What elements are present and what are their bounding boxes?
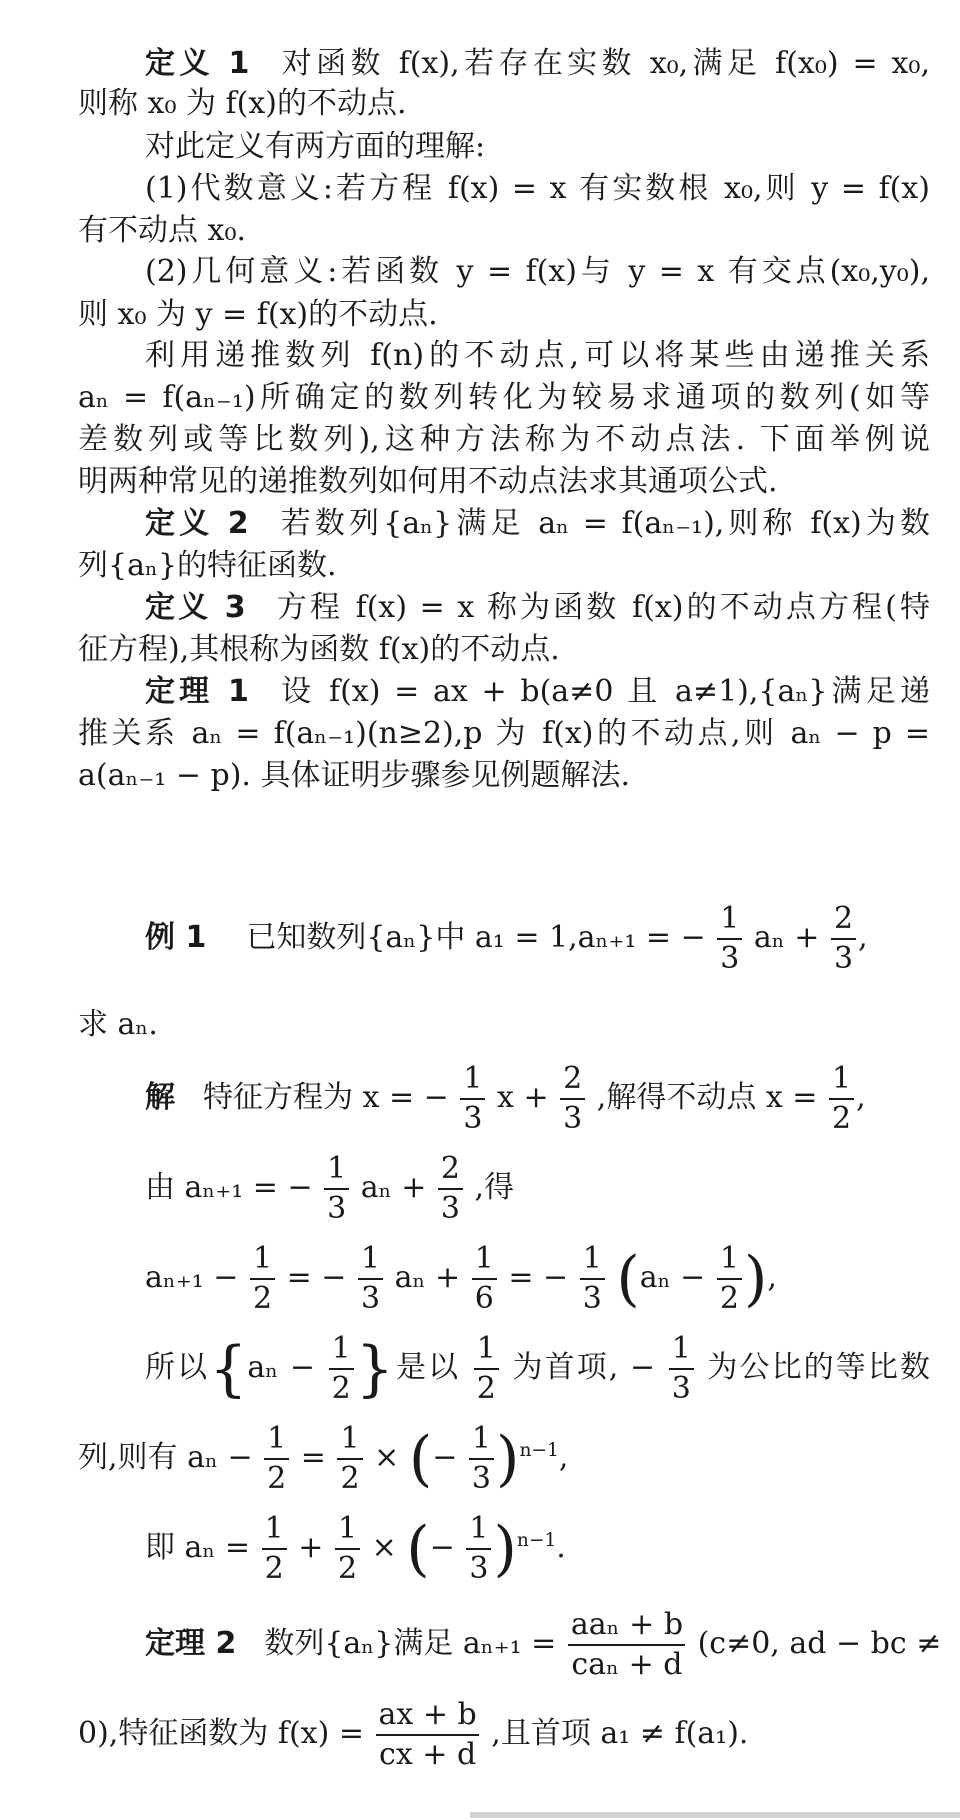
fraction-two-thirds: $\frac{2}{3}$ <box>831 904 856 974</box>
solution-conclusion-line-1: 所以{aₙ − $\frac{1}{2}$ }是以 $\frac{1}{2}$ 为首项, − $\frac{1}{3}$ 为公比的等比数 <box>145 1331 930 1406</box>
definition-3-label: 定义 3 <box>145 590 246 625</box>
algebraic-meaning-line-1: (1)代数意义:若方程 f(x) = x 有实数根 x₀,则 y = f(x) <box>145 171 930 206</box>
example-1-line-1: 例 1 已知数列{aₙ}中 a₁ = 1,aₙ₊₁ = − $\frac{1}{3}$ aₙ + $\frac{2}{3}$ , <box>145 901 868 976</box>
theorem-1-line-3: a(aₙ₋₁ − p). 具体证明步骤参见例题解法. <box>78 758 631 793</box>
fraction-one-half: $\frac{1}{2}$ <box>717 1244 742 1314</box>
algebraic-meaning-line-2: 有不动点 x₀. <box>78 213 247 248</box>
fraction-one-third: $\frac{1}{3}$ <box>580 1244 605 1314</box>
method-paragraph-line-3: 差数列或等比数列),这种方法称为不动点法. 下面举例说 <box>78 422 930 457</box>
theorem-2-label: 定理 2 <box>145 1626 237 1661</box>
solution-equation: aₙ₊₁ − $\frac{1}{2}$ = − $\frac{1}{3}$ aₙ + $\frac{1}{6}$ = − $\frac{1}{3}$ (aₙ − $\frac{1}{2}$ ), <box>145 1241 777 1316</box>
method-paragraph-line-1: 利用递推数列 f(n)的不动点,可以将某些由递推关系 <box>145 338 930 373</box>
geometric-meaning-line-2: 则 x₀ 为 y = f(x)的不动点. <box>78 297 438 332</box>
definition-2-label: 定义 2 <box>145 506 249 541</box>
definition-1-line-2: 则称 x₀ 为 f(x)的不动点. <box>78 86 407 121</box>
fraction-one-half: $\frac{1}{2}$ <box>262 1514 287 1584</box>
solution-line-2: 由 aₙ₊₁ = − $\frac{1}{3}$ aₙ + $\frac{2}{3}$ ,得 <box>145 1151 515 1226</box>
definition-2-line-1 <box>145 504 930 544</box>
fraction-one-half: $\frac{1}{2}$ <box>250 1244 275 1314</box>
fraction-one-third: $\frac{1}{3}$ <box>466 1514 491 1584</box>
solution-conclusion-line-2: 列,则有 aₙ − $\frac{1}{2}$ = $\frac{1}{2}$ × (− $\frac{1}{3}$ )$^{n-1}$, <box>78 1421 569 1496</box>
fraction-one-half: $\frac{1}{2}$ <box>337 1424 362 1494</box>
method-paragraph-line-2: aₙ = f(aₙ₋₁)所确定的数列转化为较易求通项的数列(如等 <box>78 380 930 415</box>
definition-2-line-2: 列{aₙ}的特征函数. <box>78 548 337 583</box>
fraction-one-half: $\frac{1}{2}$ <box>335 1514 360 1584</box>
solution-label: 解 <box>145 1080 175 1115</box>
theorem-1-text: 设 f(x) = ax + b(a≠0 且 a≠1),{aₙ}满足递 <box>276 674 930 709</box>
fraction-theorem-2: $\frac{\text{aaₙ + b}}{\text{caₙ + d}}$ <box>568 1610 686 1680</box>
fraction-one-third: $\frac{1}{3}$ <box>358 1244 383 1314</box>
fraction-two-thirds: $\frac{2}{3}$ <box>438 1154 463 1224</box>
definition-3-text: 方程 f(x) = x 称为函数 f(x)的不动点方程(特 <box>273 590 930 625</box>
fraction-one-half: $\frac{1}{2}$ <box>829 1064 854 1134</box>
example-1-line-2: 求 aₙ. <box>78 1007 158 1042</box>
theorem-2-line-2: 0),特征函数为 f(x) = $\frac{ax + b}{cx + d}$ ,且首项 a₁ ≠ f(a₁). <box>78 1697 749 1772</box>
geometric-meaning-line-1: (2)几何意义:若函数 y = f(x)与 y = x 有交点(x₀,y₀), <box>145 254 930 289</box>
fraction-one-third: $\frac{1}{3}$ <box>669 1334 694 1404</box>
solution-line-1: 解 特征方程为 x = − $\frac{1}{3}$ x + $\frac{2}{3}$ ,解得不动点 x = $\frac{1}{2}$ , <box>145 1061 866 1136</box>
fraction-one-third: $\frac{1}{3}$ <box>717 904 742 974</box>
example-1-head: 已知数列{aₙ}中 a₁ = 1,aₙ₊₁ = − <box>246 920 706 955</box>
definition-2-text: 若数列{aₙ}满足 aₙ = f(aₙ₋₁),则称 f(x)为数 <box>276 506 930 541</box>
definition-1-line-1 <box>145 44 930 84</box>
fraction-one-sixth: $\frac{1}{6}$ <box>472 1244 497 1314</box>
fraction-one-third: $\frac{1}{3}$ <box>469 1424 494 1494</box>
method-paragraph-line-4: 明两种常见的递推数列如何用不动点法求其通项公式. <box>78 464 778 499</box>
example-1-label: 例 1 <box>145 920 207 955</box>
fraction-characteristic-function: $\frac{ax + b}{cx + d}$ <box>376 1700 480 1770</box>
theorem-1-label: 定理 1 <box>145 674 249 709</box>
theorem-1-line-2: 推关系 aₙ = f(aₙ₋₁)(n≥2),p 为 f(x)的不动点,则 aₙ − p = <box>78 716 930 751</box>
definition-1-text: 对函数 f(x),若存在实数 x₀,满足 f(x₀) = x₀, <box>277 46 930 81</box>
theorem-1-line-1 <box>145 672 930 712</box>
fraction-one-half: $\frac{1}{2}$ <box>329 1334 354 1404</box>
solution-result: 即 aₙ = $\frac{1}{2}$ + $\frac{1}{2}$ × (− $\frac{1}{3}$ )$^{n-1}$. <box>145 1511 566 1586</box>
definition-1-label: 定义 1 <box>145 46 250 81</box>
definition-3-line-2: 征方程),其根称为函数 f(x)的不动点. <box>78 632 560 667</box>
definition-3-line-1 <box>145 588 930 628</box>
fraction-two-thirds: $\frac{2}{3}$ <box>560 1064 585 1134</box>
understanding-intro: 对此定义有两方面的理解: <box>145 129 486 164</box>
fraction-one-third: $\frac{1}{3}$ <box>460 1064 485 1134</box>
fraction-one-half: $\frac{1}{2}$ <box>264 1424 289 1494</box>
fraction-one-half: $\frac{1}{2}$ <box>474 1334 499 1404</box>
bottom-rule <box>470 1812 960 1818</box>
fraction-one-third: $\frac{1}{3}$ <box>324 1154 349 1224</box>
theorem-2-line-1: 定理 2 数列{aₙ}满足 aₙ₊₁ = $\frac{\text{aaₙ + b}}{\text{caₙ + d}}$ (c≠0, ad − bc ≠ <box>145 1607 942 1682</box>
